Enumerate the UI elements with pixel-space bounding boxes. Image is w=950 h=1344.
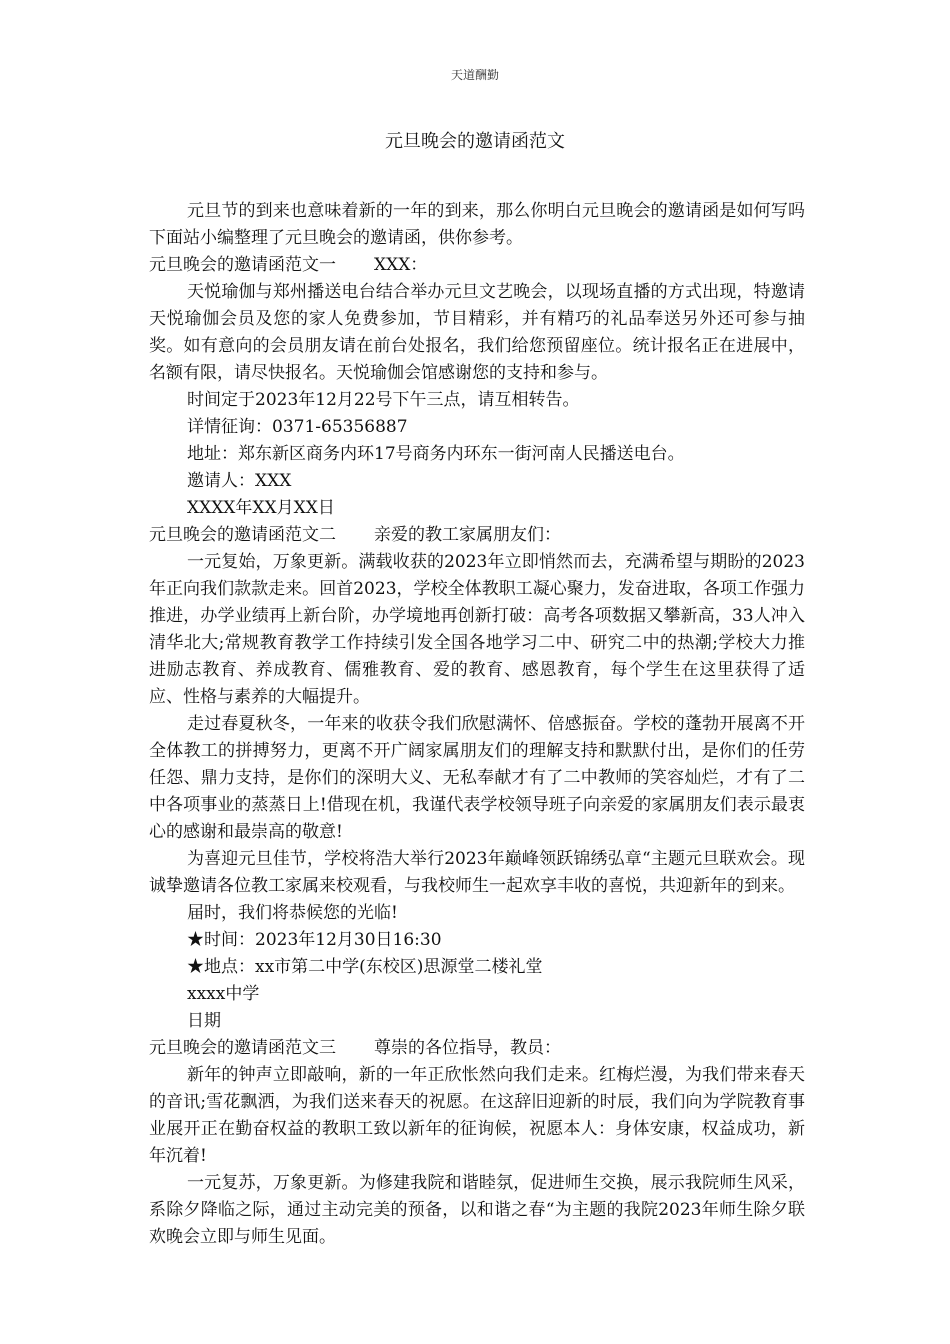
intro-paragraph: 元旦节的到来也意味着新的一年的到来，那么你明白元旦晚会的邀请函是如何写吗下面站小编整理了元旦晚会的邀请函，供你参考。 bbox=[149, 201, 805, 248]
document-title: 元旦晚会的邀请函范文 bbox=[385, 131, 565, 152]
paragraph: 天悦瑜伽与郑州播送电台结合举办元旦文艺晚会，以现场直播的方式出现，特邀请天悦瑜伽会员及您的家人免费参加，节目精彩，并有精巧的礼品奉送另外还可参与抽奖。如有意向的会员朋友请在前台处报名，我们给您预留座位。统计报名正在进展中，名额有限，请尽快报名。天悦瑜伽会馆感谢您的支持和参与。 bbox=[149, 282, 805, 383]
paragraph: 详情征询：0371-65356887 bbox=[187, 417, 408, 437]
salutation: XXX： bbox=[374, 255, 428, 275]
paragraph: 一元复苏，万象更新。为修建我院和谐睦氛，促进师生交换，展示我院师生风采，系除夕降临之际，通过主动完美的预备，以和谐之春“为主题的我院2023年师生除夕联欢晚会立即与师生见面。 bbox=[149, 1173, 805, 1247]
paragraph: 日期 bbox=[187, 1011, 221, 1031]
paragraph: 邀请人：XXX bbox=[187, 471, 292, 491]
paragraph: ★时间：2023年12月30日16:30 bbox=[187, 930, 442, 950]
paragraph: 一元复始，万象更新。满载收获的2023年立即悄然而去，充满希望与期盼的2023年正向我们款款走来。回首2023，学校全体教职工凝心聚力，发奋进取，各项工作强力推进，办学业绩再上新台阶，办学境地再创新打破：高考各项数据又攀新高，33人冲入清华北大;常规教育教学工作持续引发全国各地学习二中、研究二中的热潮;学校大力推进励志教育、养成教育、儒雅教育、爱的教育、感恩教育，每个学生在这里获得了适应、性格与素养的大幅提升。 bbox=[149, 552, 805, 707]
paragraph: 新年的钟声立即敲响，新的一年正欣怅然向我们走来。红梅烂漫，为我们带来春天的音讯;雪花飘洒，为我们送来春天的祝愿。在这辞旧迎新的时辰，我们向为学院教育事业展开正在勤奋权益的教职工致以新年的征询候，祝愿本人：身体安康，权益成功，新年沉着! bbox=[149, 1065, 805, 1166]
salutation: 尊崇的各位指导，教员： bbox=[374, 1038, 561, 1058]
page-header: 天道酬勤 bbox=[450, 68, 499, 82]
paragraph: XXXX年XX月XX日 bbox=[187, 498, 335, 518]
section-heading-line bbox=[149, 252, 805, 279]
section-heading: 元旦晚会的邀请函范文三 bbox=[149, 1038, 336, 1058]
paragraph: ★地点：xx市第二中学(东校区)思源堂二楼礼堂 bbox=[187, 957, 543, 977]
paragraph: 届时，我们将恭候您的光临! bbox=[187, 903, 398, 923]
paragraph: xxxx中学 bbox=[187, 984, 260, 1004]
paragraph: 时间定于2023年12月22号下午三点，请互相转告。 bbox=[187, 390, 580, 410]
paragraph: 为喜迎元旦佳节，学校将浩大举行2023年巅峰领跃锦绣弘章“主题元旦联欢会。现诚挚邀请各位教工家属来校观看，与我校师生一起欢享丰收的喜悦，共迎新年的到来。 bbox=[149, 849, 805, 896]
salutation: 亲爱的教工家属朋友们： bbox=[374, 525, 561, 545]
section-heading: 元旦晚会的邀请函范文二 bbox=[149, 525, 336, 545]
section-heading-line bbox=[149, 522, 805, 549]
section-heading: 元旦晚会的邀请函范文一 bbox=[149, 255, 336, 275]
document-body bbox=[149, 198, 805, 1251]
paragraph: 地址：郑东新区商务内环17号商务内环东一街河南人民播送电台。 bbox=[187, 444, 685, 464]
section-heading-line bbox=[149, 1035, 805, 1062]
paragraph: 走过春夏秋冬，一年来的收获令我们欣慰满怀、倍感振奋。学校的蓬勃开展离不开全体教工的拼搏努力，更离不开广阔家属朋友们的理解支持和默默付出，是你们的任劳任怨、鼎力支持，是你们的深明大义、无私奉献才有了二中教师的笑容灿烂，才有了二中各项事业的蒸蒸日上!借现在机，我谨代表学校领导班子向亲爱的家属朋友们表示最衷心的感谢和最崇高的敬意! bbox=[149, 714, 805, 842]
